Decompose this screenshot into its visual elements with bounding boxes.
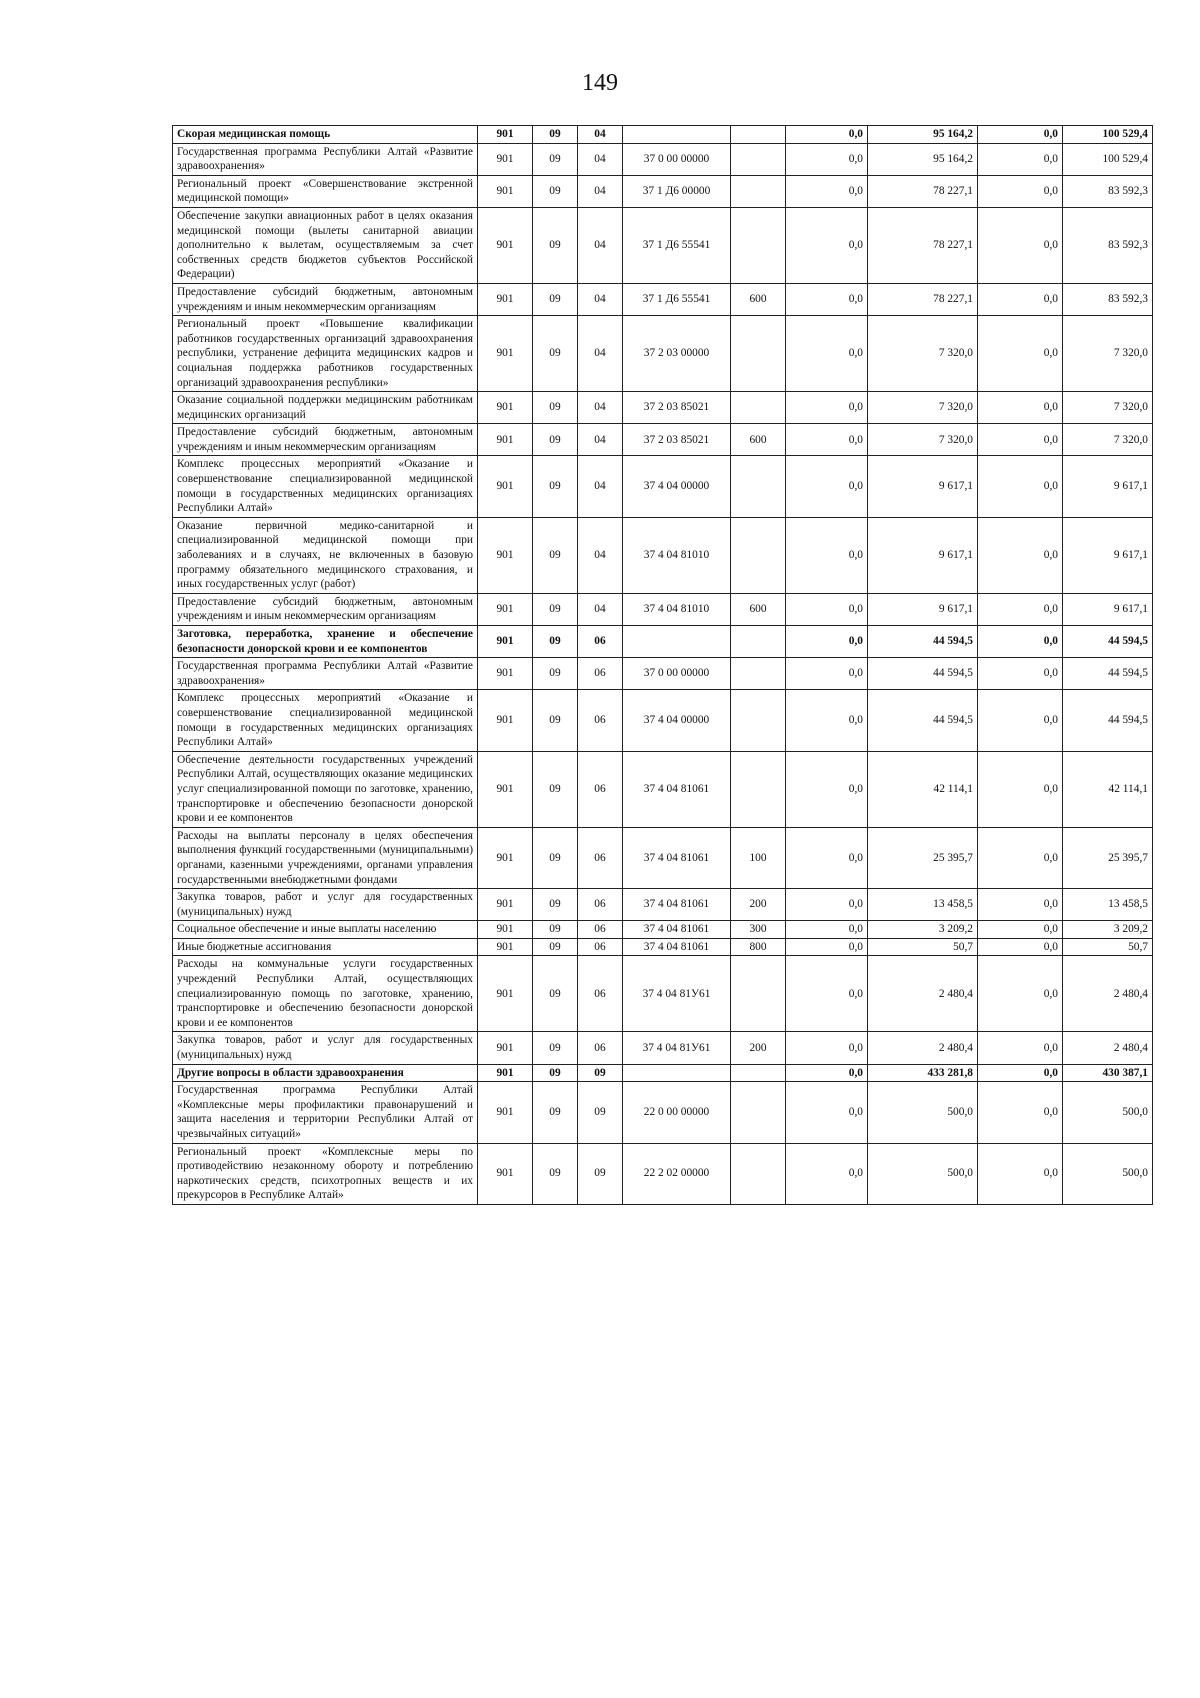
page-number: 149 xyxy=(582,70,618,96)
amount-1: 0,0 xyxy=(786,690,868,751)
section-code: 09 xyxy=(533,143,578,175)
expense-type xyxy=(731,626,786,658)
table-row xyxy=(173,1064,1153,1082)
amount-3: 0,0 xyxy=(978,690,1063,751)
amount-3: 0,0 xyxy=(978,143,1063,175)
target-article: 37 4 04 81061 xyxy=(623,921,731,939)
expense-type: 600 xyxy=(731,283,786,315)
amount-3: 0,0 xyxy=(978,593,1063,625)
table-row xyxy=(173,889,1153,921)
amount-3: 0,0 xyxy=(978,392,1063,424)
amount-4: 83 592,3 xyxy=(1063,175,1153,207)
subsection-code: 04 xyxy=(578,392,623,424)
subsection-code: 06 xyxy=(578,626,623,658)
amount-1: 0,0 xyxy=(786,1032,868,1064)
grbs-code: 901 xyxy=(478,658,533,690)
section-code: 09 xyxy=(533,207,578,283)
amount-3: 0,0 xyxy=(978,1064,1063,1082)
amount-3: 0,0 xyxy=(978,456,1063,517)
expense-type xyxy=(731,126,786,144)
expense-name: Предоставление субсидий бюджетным, автономным учреждениям и иным некоммерческим организациям xyxy=(173,424,478,456)
amount-2: 78 227,1 xyxy=(868,283,978,315)
amount-2: 7 320,0 xyxy=(868,392,978,424)
subsection-code: 06 xyxy=(578,751,623,827)
amount-2: 9 617,1 xyxy=(868,517,978,593)
section-code: 09 xyxy=(533,283,578,315)
amount-2: 44 594,5 xyxy=(868,658,978,690)
amount-2: 25 395,7 xyxy=(868,827,978,888)
table-row xyxy=(173,1032,1153,1064)
target-article xyxy=(623,626,731,658)
amount-3: 0,0 xyxy=(978,889,1063,921)
expense-type xyxy=(731,456,786,517)
grbs-code: 901 xyxy=(478,283,533,315)
table-row xyxy=(173,283,1153,315)
subsection-code: 04 xyxy=(578,456,623,517)
amount-3: 0,0 xyxy=(978,626,1063,658)
grbs-code: 901 xyxy=(478,921,533,939)
target-article: 37 2 03 85021 xyxy=(623,424,731,456)
amount-2: 78 227,1 xyxy=(868,207,978,283)
subsection-code: 06 xyxy=(578,938,623,956)
amount-2: 2 480,4 xyxy=(868,1032,978,1064)
target-article xyxy=(623,126,731,144)
amount-2: 500,0 xyxy=(868,1143,978,1204)
grbs-code: 901 xyxy=(478,126,533,144)
amount-1: 0,0 xyxy=(786,424,868,456)
table-row xyxy=(173,207,1153,283)
amount-3: 0,0 xyxy=(978,827,1063,888)
amount-3: 0,0 xyxy=(978,126,1063,144)
amount-1: 0,0 xyxy=(786,283,868,315)
grbs-code: 901 xyxy=(478,517,533,593)
amount-1: 0,0 xyxy=(786,593,868,625)
target-article: 37 0 00 00000 xyxy=(623,143,731,175)
section-code: 09 xyxy=(533,1143,578,1204)
amount-4: 44 594,5 xyxy=(1063,658,1153,690)
amount-4: 44 594,5 xyxy=(1063,626,1153,658)
amount-3: 0,0 xyxy=(978,316,1063,392)
subsection-code: 06 xyxy=(578,827,623,888)
amount-1: 0,0 xyxy=(786,392,868,424)
amount-4: 100 529,4 xyxy=(1063,143,1153,175)
expense-name: Заготовка, переработка, хранение и обеспечение безопасности донорской крови и ее компонентов xyxy=(173,626,478,658)
expense-name: Оказание социальной поддержки медицинским работникам медицинских организаций xyxy=(173,392,478,424)
subsection-code: 04 xyxy=(578,424,623,456)
section-code: 09 xyxy=(533,827,578,888)
target-article: 37 4 04 81061 xyxy=(623,889,731,921)
amount-4: 2 480,4 xyxy=(1063,1032,1153,1064)
grbs-code: 901 xyxy=(478,626,533,658)
amount-4: 13 458,5 xyxy=(1063,889,1153,921)
expense-type xyxy=(731,658,786,690)
amount-3: 0,0 xyxy=(978,921,1063,939)
expense-type xyxy=(731,175,786,207)
amount-1: 0,0 xyxy=(786,1064,868,1082)
target-article: 37 4 04 81061 xyxy=(623,827,731,888)
target-article: 37 0 00 00000 xyxy=(623,658,731,690)
expense-name: Предоставление субсидий бюджетным, автономным учреждениям и иным некоммерческим организациям xyxy=(173,283,478,315)
expense-type xyxy=(731,207,786,283)
amount-4: 7 320,0 xyxy=(1063,316,1153,392)
expense-type: 200 xyxy=(731,889,786,921)
table-row xyxy=(173,593,1153,625)
table-row xyxy=(173,316,1153,392)
amount-3: 0,0 xyxy=(978,751,1063,827)
subsection-code: 04 xyxy=(578,143,623,175)
section-code: 09 xyxy=(533,1032,578,1064)
expense-type: 200 xyxy=(731,1032,786,1064)
target-article: 37 1 Д6 55541 xyxy=(623,207,731,283)
target-article: 37 4 04 81У61 xyxy=(623,956,731,1032)
amount-4: 9 617,1 xyxy=(1063,517,1153,593)
expense-name: Закупка товаров, работ и услуг для государственных (муниципальных) нужд xyxy=(173,1032,478,1064)
section-code: 09 xyxy=(533,921,578,939)
amount-4: 500,0 xyxy=(1063,1082,1153,1143)
table-row xyxy=(173,126,1153,144)
grbs-code: 901 xyxy=(478,1082,533,1143)
amount-1: 0,0 xyxy=(786,827,868,888)
table-row xyxy=(173,626,1153,658)
amount-1: 0,0 xyxy=(786,207,868,283)
amount-2: 13 458,5 xyxy=(868,889,978,921)
expense-name: Предоставление субсидий бюджетным, автономным учреждениям и иным некоммерческим организациям xyxy=(173,593,478,625)
expense-name: Иные бюджетные ассигнования xyxy=(173,938,478,956)
target-article: 37 1 Д6 55541 xyxy=(623,283,731,315)
target-article: 22 0 00 00000 xyxy=(623,1082,731,1143)
target-article: 37 4 04 81061 xyxy=(623,938,731,956)
grbs-code: 901 xyxy=(478,690,533,751)
amount-2: 433 281,8 xyxy=(868,1064,978,1082)
table-row xyxy=(173,751,1153,827)
grbs-code: 901 xyxy=(478,1064,533,1082)
amount-3: 0,0 xyxy=(978,1143,1063,1204)
amount-1: 0,0 xyxy=(786,175,868,207)
section-code: 09 xyxy=(533,1082,578,1143)
expense-type: 600 xyxy=(731,424,786,456)
amount-3: 0,0 xyxy=(978,1032,1063,1064)
amount-1: 0,0 xyxy=(786,658,868,690)
subsection-code: 04 xyxy=(578,283,623,315)
grbs-code: 901 xyxy=(478,827,533,888)
amount-3: 0,0 xyxy=(978,956,1063,1032)
table-row xyxy=(173,517,1153,593)
section-code: 09 xyxy=(533,889,578,921)
grbs-code: 901 xyxy=(478,456,533,517)
subsection-code: 06 xyxy=(578,1032,623,1064)
section-code: 09 xyxy=(533,626,578,658)
amount-2: 78 227,1 xyxy=(868,175,978,207)
amount-1: 0,0 xyxy=(786,751,868,827)
grbs-code: 901 xyxy=(478,751,533,827)
grbs-code: 901 xyxy=(478,316,533,392)
amount-4: 500,0 xyxy=(1063,1143,1153,1204)
expense-name: Скорая медицинская помощь xyxy=(173,126,478,144)
expense-type xyxy=(731,1064,786,1082)
amount-4: 50,7 xyxy=(1063,938,1153,956)
expense-type xyxy=(731,956,786,1032)
grbs-code: 901 xyxy=(478,938,533,956)
section-code: 09 xyxy=(533,658,578,690)
subsection-code: 04 xyxy=(578,517,623,593)
expense-name: Расходы на коммунальные услуги государственных учреждений Республики Алтай, осуществляющих специализированную помощь по заготовке, хранению, транспортировке и обеспечению безопасности донорской крови и ее компонентов xyxy=(173,956,478,1032)
amount-4: 83 592,3 xyxy=(1063,283,1153,315)
amount-1: 0,0 xyxy=(786,1143,868,1204)
expense-name: Закупка товаров, работ и услуг для государственных (муниципальных) нужд xyxy=(173,889,478,921)
amount-3: 0,0 xyxy=(978,283,1063,315)
grbs-code: 901 xyxy=(478,956,533,1032)
table-row xyxy=(173,143,1153,175)
amount-4: 42 114,1 xyxy=(1063,751,1153,827)
amount-3: 0,0 xyxy=(978,658,1063,690)
amount-4: 25 395,7 xyxy=(1063,827,1153,888)
expense-name: Государственная программа Республики Алтай «Комплексные меры профилактики правонарушений и защита населения и территории Республики Алтай от чрезвычайных ситуаций» xyxy=(173,1082,478,1143)
amount-1: 0,0 xyxy=(786,938,868,956)
table-row xyxy=(173,1143,1153,1204)
expense-name: Комплекс процессных мероприятий «Оказание и совершенствование специализированной медицинской помощи в государственных медицинских организациях Республики Алтай» xyxy=(173,690,478,751)
section-code: 09 xyxy=(533,517,578,593)
table-row xyxy=(173,827,1153,888)
amount-3: 0,0 xyxy=(978,175,1063,207)
section-code: 09 xyxy=(533,126,578,144)
expense-type xyxy=(731,1082,786,1143)
expense-name: Расходы на выплаты персоналу в целях обеспечения выполнения функций государственными (муниципальными) органами, казенными учреждениями, органами управления государственными внебюджетными фондами xyxy=(173,827,478,888)
amount-2: 9 617,1 xyxy=(868,593,978,625)
subsection-code: 06 xyxy=(578,658,623,690)
amount-2: 95 164,2 xyxy=(868,143,978,175)
amount-2: 9 617,1 xyxy=(868,456,978,517)
target-article: 37 4 04 81010 xyxy=(623,517,731,593)
target-article: 37 1 Д6 00000 xyxy=(623,175,731,207)
amount-1: 0,0 xyxy=(786,1082,868,1143)
amount-4: 3 209,2 xyxy=(1063,921,1153,939)
amount-4: 44 594,5 xyxy=(1063,690,1153,751)
amount-1: 0,0 xyxy=(786,921,868,939)
grbs-code: 901 xyxy=(478,392,533,424)
amount-2: 42 114,1 xyxy=(868,751,978,827)
subsection-code: 04 xyxy=(578,126,623,144)
subsection-code: 09 xyxy=(578,1064,623,1082)
amount-1: 0,0 xyxy=(786,456,868,517)
section-code: 09 xyxy=(533,456,578,517)
section-code: 09 xyxy=(533,690,578,751)
subsection-code: 06 xyxy=(578,889,623,921)
subsection-code: 04 xyxy=(578,207,623,283)
grbs-code: 901 xyxy=(478,593,533,625)
section-code: 09 xyxy=(533,392,578,424)
target-article: 37 4 04 81У61 xyxy=(623,1032,731,1064)
table-row xyxy=(173,658,1153,690)
table-body xyxy=(173,126,1153,1205)
table-row xyxy=(173,938,1153,956)
expense-type xyxy=(731,751,786,827)
section-code: 09 xyxy=(533,424,578,456)
section-code: 09 xyxy=(533,316,578,392)
expense-type xyxy=(731,392,786,424)
expense-name: Обеспечение закупки авиационных работ в целях оказания медицинской помощи (вылеты санитарной авиации дополнительно к вылетам, осуществляемым за счет собственных средств бюджетов субъектов Российской Федерации) xyxy=(173,207,478,283)
subsection-code: 09 xyxy=(578,1082,623,1143)
amount-4: 430 387,1 xyxy=(1063,1064,1153,1082)
grbs-code: 901 xyxy=(478,424,533,456)
grbs-code: 901 xyxy=(478,207,533,283)
expense-type: 600 xyxy=(731,593,786,625)
expense-type: 800 xyxy=(731,938,786,956)
amount-1: 0,0 xyxy=(786,517,868,593)
amount-3: 0,0 xyxy=(978,938,1063,956)
section-code: 09 xyxy=(533,1064,578,1082)
subsection-code: 06 xyxy=(578,921,623,939)
expense-name: Другие вопросы в области здравоохранения xyxy=(173,1064,478,1082)
expense-name: Региональный проект «Повышение квалификации работников государственных организаций здравоохранения республики, устранение дефицита медицинских кадров и социальная поддержка работников государственных организаций здравоохранения республики» xyxy=(173,316,478,392)
target-article: 37 4 04 00000 xyxy=(623,456,731,517)
table-row xyxy=(173,921,1153,939)
amount-1: 0,0 xyxy=(786,889,868,921)
budget-table xyxy=(172,125,1153,1205)
expense-type xyxy=(731,690,786,751)
amount-2: 95 164,2 xyxy=(868,126,978,144)
target-article: 37 4 04 81010 xyxy=(623,593,731,625)
table-row xyxy=(173,424,1153,456)
target-article: 37 2 03 85021 xyxy=(623,392,731,424)
amount-4: 9 617,1 xyxy=(1063,456,1153,517)
expense-type xyxy=(731,517,786,593)
amount-4: 100 529,4 xyxy=(1063,126,1153,144)
subsection-code: 09 xyxy=(578,1143,623,1204)
subsection-code: 04 xyxy=(578,175,623,207)
expense-name: Социальное обеспечение и иные выплаты населению xyxy=(173,921,478,939)
amount-4: 7 320,0 xyxy=(1063,424,1153,456)
amount-3: 0,0 xyxy=(978,1082,1063,1143)
subsection-code: 04 xyxy=(578,593,623,625)
amount-2: 7 320,0 xyxy=(868,316,978,392)
table-row xyxy=(173,456,1153,517)
amount-2: 44 594,5 xyxy=(868,690,978,751)
subsection-code: 04 xyxy=(578,316,623,392)
amount-4: 9 617,1 xyxy=(1063,593,1153,625)
expense-name: Обеспечение деятельности государственных учреждений Республики Алтай, осуществляющих оказание медицинских услуг специализированной помощи по заготовке, хранению, транспортировке и обеспечению безопасности донорской крови и ее компонентов xyxy=(173,751,478,827)
grbs-code: 901 xyxy=(478,143,533,175)
expense-type xyxy=(731,143,786,175)
amount-1: 0,0 xyxy=(786,956,868,1032)
grbs-code: 901 xyxy=(478,1143,533,1204)
table-row xyxy=(173,1082,1153,1143)
amount-2: 500,0 xyxy=(868,1082,978,1143)
expense-type xyxy=(731,1143,786,1204)
amount-4: 7 320,0 xyxy=(1063,392,1153,424)
expense-name: Государственная программа Республики Алтай «Развитие здравоохранения» xyxy=(173,143,478,175)
table-row xyxy=(173,956,1153,1032)
amount-1: 0,0 xyxy=(786,316,868,392)
amount-3: 0,0 xyxy=(978,517,1063,593)
section-code: 09 xyxy=(533,175,578,207)
section-code: 09 xyxy=(533,593,578,625)
expense-name: Комплекс процессных мероприятий «Оказание и совершенствование специализированной медицинской помощи в государственных медицинских организациях Республики Алтай» xyxy=(173,456,478,517)
amount-2: 3 209,2 xyxy=(868,921,978,939)
target-article: 37 4 04 81061 xyxy=(623,751,731,827)
subsection-code: 06 xyxy=(578,956,623,1032)
section-code: 09 xyxy=(533,751,578,827)
table-row xyxy=(173,392,1153,424)
expense-type: 100 xyxy=(731,827,786,888)
table-row xyxy=(173,690,1153,751)
grbs-code: 901 xyxy=(478,175,533,207)
expense-type: 300 xyxy=(731,921,786,939)
expense-type xyxy=(731,316,786,392)
subsection-code: 06 xyxy=(578,690,623,751)
target-article xyxy=(623,1064,731,1082)
amount-2: 2 480,4 xyxy=(868,956,978,1032)
section-code: 09 xyxy=(533,938,578,956)
amount-1: 0,0 xyxy=(786,126,868,144)
expense-name: Региональный проект «Комплексные меры по противодействию незаконному обороту и потреблению наркотических средств, психотропных веществ и их прекурсоров в Республике Алтай» xyxy=(173,1143,478,1204)
expense-name: Региональный проект «Совершенствование экстренной медицинской помощи» xyxy=(173,175,478,207)
amount-3: 0,0 xyxy=(978,424,1063,456)
amount-2: 44 594,5 xyxy=(868,626,978,658)
amount-2: 7 320,0 xyxy=(868,424,978,456)
grbs-code: 901 xyxy=(478,1032,533,1064)
amount-4: 83 592,3 xyxy=(1063,207,1153,283)
table-row xyxy=(173,175,1153,207)
amount-4: 2 480,4 xyxy=(1063,956,1153,1032)
amount-2: 50,7 xyxy=(868,938,978,956)
target-article: 37 2 03 00000 xyxy=(623,316,731,392)
amount-1: 0,0 xyxy=(786,626,868,658)
amount-3: 0,0 xyxy=(978,207,1063,283)
grbs-code: 901 xyxy=(478,889,533,921)
amount-1: 0,0 xyxy=(786,143,868,175)
expense-name: Оказание первичной медико-санитарной и специализированной медицинской помощи при заболеваниях и в случаях, не включенных в базовую программу обязательного медицинского страхования, и иных государственных услуг (работ) xyxy=(173,517,478,593)
section-code: 09 xyxy=(533,956,578,1032)
expense-name: Государственная программа Республики Алтай «Развитие здравоохранения» xyxy=(173,658,478,690)
target-article: 37 4 04 00000 xyxy=(623,690,731,751)
target-article: 22 2 02 00000 xyxy=(623,1143,731,1204)
